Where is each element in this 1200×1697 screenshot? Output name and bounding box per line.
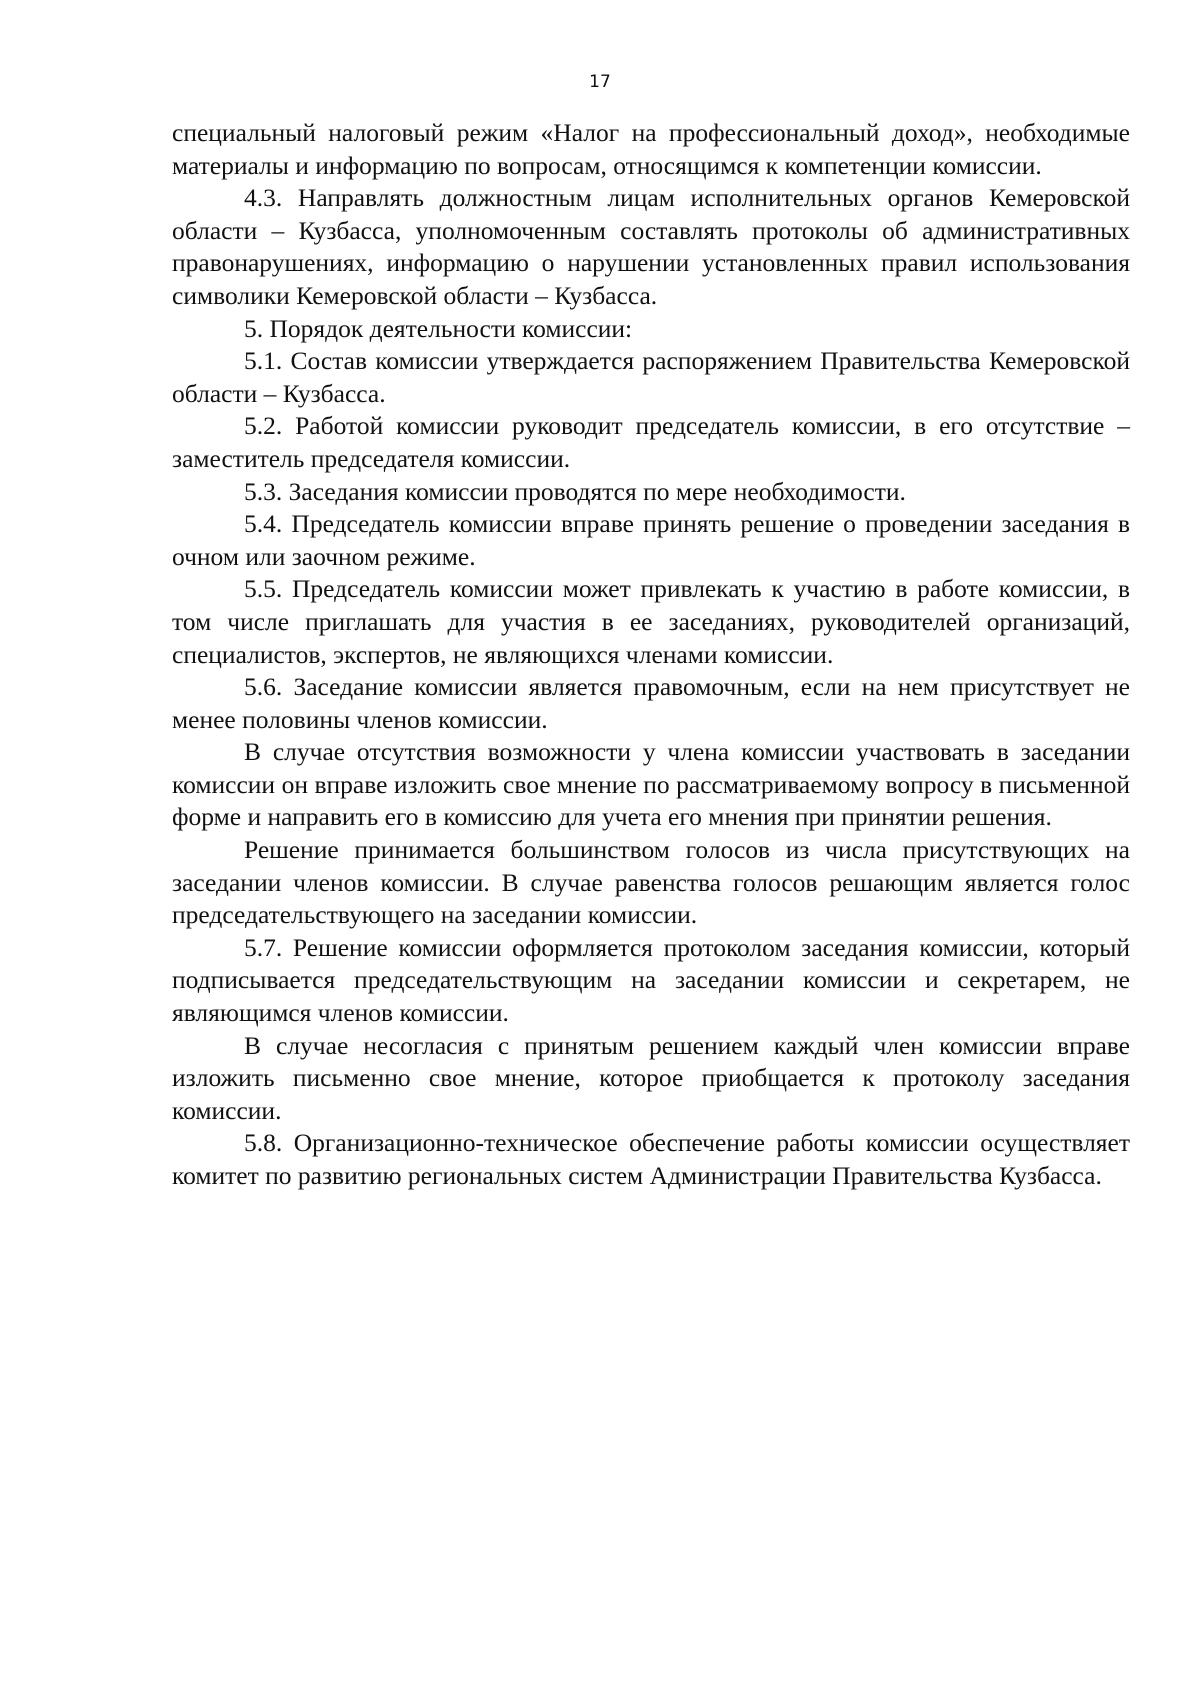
document-body — [172, 117, 1130, 1193]
paragraph-4-3: 4.3. Направлять должностным лицам исполнительных органов Кемеровской области – Кузбасса, уполномоченным составлять протоколы об административных правонарушениях, информацию о нарушении установленных правил использования символики Кемеровской области – Кузбасса. — [172, 183, 1130, 310]
paragraph-5-3: 5.3. Заседания комиссии проводятся по мере необходимости. — [244, 476, 906, 506]
paragraph-continuation: специальный налоговый режим «Налог на профессиональный доход», необходимые материалы и информацию по вопросам, относящимся к компетенции комиссии. — [172, 118, 1130, 180]
paragraph-5-5: 5.5. Председатель комиссии может привлекать к участию в работе комиссии, в том числе приглашать для участия в ее заседаниях, руководителей организаций, специалистов, экспертов, не являющихся членами комиссии. — [172, 574, 1130, 669]
paragraph-5-2: 5.2. Работой комиссии руководит председатель комиссии, в его отсутствие – заместитель председателя комиссии. — [172, 411, 1130, 473]
paragraph-5-6-absence: В случае отсутствия возможности у члена комиссии участвовать в заседании комиссии он вправе изложить свое мнение по рассматриваемому вопросу в письменной форме и направить его в комиссию для учета его мнения при принятии решения. — [172, 737, 1130, 832]
paragraph-5-1: 5.1. Состав комиссии утверждается распоряжением Правительства Кемеровской области – Кузбасса. — [172, 346, 1130, 408]
paragraph-5-6-decision: Решение принимается большинством голосов из числа присутствующих на заседании членов комиссии. В случае равенства голосов решающим является голос председательствующего на заседании комиссии. — [172, 835, 1130, 930]
paragraph-5-7: 5.7. Решение комиссии оформляется протоколом заседания комиссии, который подписывается председательствующим на заседании комиссии и секретарем, не являющимся членов комиссии. — [172, 932, 1130, 1028]
paragraph-5-6: 5.6. Заседание комиссии является правомочным, если на нем присутствует не менее половины членов комиссии. — [172, 672, 1130, 734]
paragraph-5-8: 5.8. Организационно-техническое обеспечение работы комиссии осуществляет комитет по развитию региональных систем Администрации Правительства Кузбасса. — [172, 1128, 1130, 1190]
paragraph-5-4: 5.4. Председатель комиссии вправе принять решение о проведении заседания в очном или заочном режиме. — [172, 509, 1130, 571]
page-number: 17 — [589, 72, 611, 92]
paragraph-5-7-disagreement: В случае несогласия с принятым решением каждый член комиссии вправе изложить письменно свое мнение, которое приобщается к протоколу заседания комиссии. — [172, 1030, 1130, 1125]
section-heading-5: 5. Порядок деятельности комиссии: — [244, 313, 633, 343]
